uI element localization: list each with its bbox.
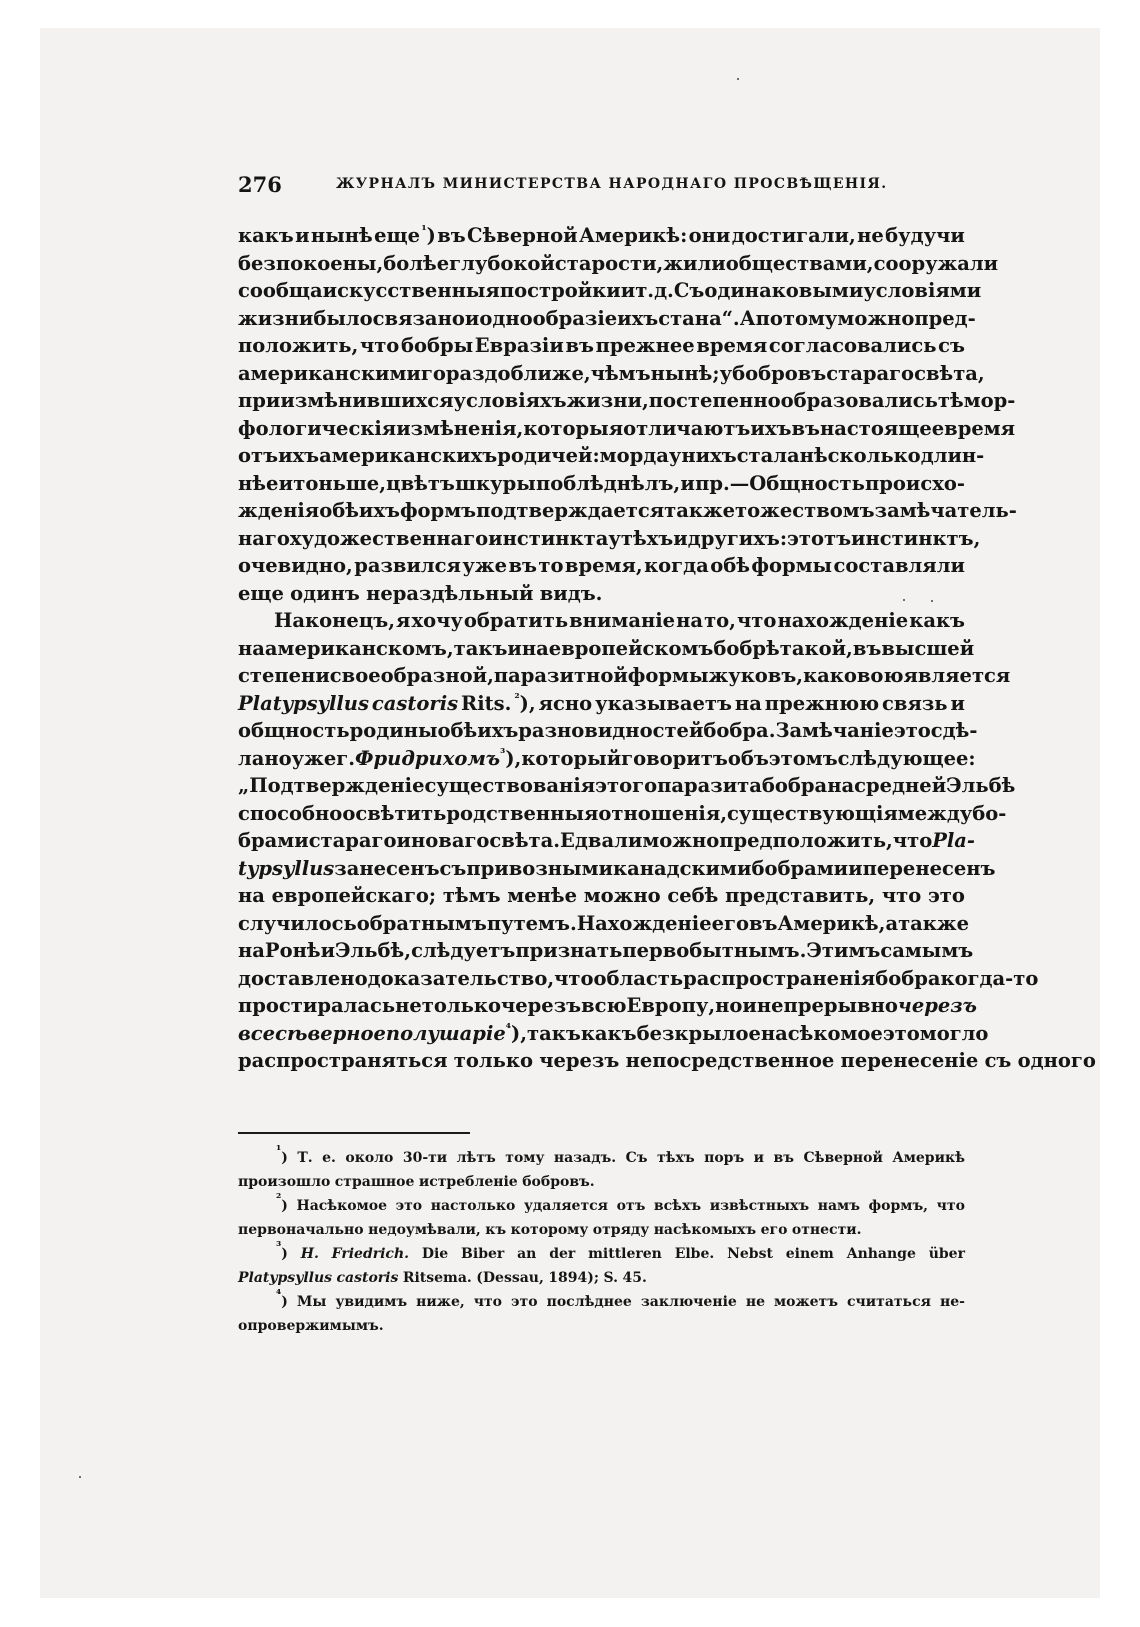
text-line: американскими гораздо ближе, чѣмъ нынѣ; у бобровъ стараго свѣта, — [238, 361, 985, 385]
text-line: сообща искусственныя постройки и т. д. Съ одинаковыми условіями — [238, 279, 982, 302]
footnote-line: Platypsyllus castoris Ritsema. (Dessau, 1894); S. 45. — [238, 1270, 647, 1286]
footnotes — [238, 1143, 965, 1338]
text-line: какъ и нынѣ еще $^{^1}$) въ Сѣверной Америкѣ: они достигали, не будучи — [238, 223, 965, 247]
text-line: жденія обѣихъ формъ подтверждается также тожествомъ замѣчатель- — [238, 499, 1017, 522]
text-line: наго художественнаго инстинкта у тѣхъ и другихъ: этотъ инстинктъ, — [238, 526, 981, 550]
footnote-line: $^{^1}$) Т. е. около 30-ти лѣтъ тому назадъ. Съ тѣхъ поръ и въ Сѣверной Америкѣ — [276, 1143, 965, 1166]
text-line: доставлено доказательство, что область распространенія бобра когда-то — [238, 966, 1039, 990]
text-line: отъ ихъ американскихъ родичей: морда у нихъ стала нѣсколько длин- — [238, 444, 985, 467]
text-line: Platypsyllus castoris Rits. $^{^2}$), ясно указываетъ на прежнюю связь и — [238, 690, 965, 715]
footnote-line: произошло страшное истребленіе бобровъ. — [238, 1174, 595, 1190]
footnote-divider — [238, 1132, 470, 1134]
text-line: лано уже г. Фридрихомъ $^{^3}$), который говоритъ объ этомъ слѣдующее: — [238, 745, 976, 770]
text-line: простиралась не только черезъ всю Европу, но и непрерывно черезъ — [238, 994, 977, 1017]
text-line: безпокоены, болѣе глубокой старости, жили обществами, сооружали — [238, 251, 999, 275]
speck — [931, 600, 933, 602]
footnote-line: $^{^3}$) H. Friedrich. Die Biber an der mittleren Elbe. Nebst einem Anhange über — [276, 1239, 965, 1262]
text-line: очевидно, развился уже въ то время, когда обѣ формы составляли — [238, 554, 965, 577]
page-header — [238, 172, 965, 204]
text-line: положить, что бобры Евразіи въ прежнее время согласовались съ — [238, 334, 965, 357]
text-line: typsyllus занесенъ съ привозными канадскими бобрами и перенесенъ — [238, 856, 996, 880]
running-title: ЖУРНАЛЪ МИНИСТЕРСТВА НАРОДНАГО ПРОСВѢЩЕНІЯ. — [336, 176, 888, 192]
text-line: фологическія измѣненія, которыя отличаютъ ихъ въ настоящее время — [238, 416, 1016, 440]
footnote-line: $^{^4}$) Мы увидимъ ниже, что это послѣднее заключеніе не можетъ считаться не- — [276, 1287, 965, 1310]
footnote-line: опровержимымъ. — [238, 1318, 384, 1334]
text-line: способно освѣтить родственныя отношенія, существующія между бо- — [238, 801, 1007, 825]
text-line: жизни было связано и однообразіе ихъ стана“. А потому можно пред- — [238, 306, 976, 330]
text-line: общность родины обѣихъ разновидностей бобра. Замѣчаніе это сдѣ- — [238, 719, 978, 742]
text-line: нѣе и тоньше, цвѣтъ шкуры поблѣднѣлъ, и пр.—Общность происхо- — [238, 471, 965, 495]
text-line: Наконецъ, я хочу обратить вниманіе на то, что нахожденіе какъ — [274, 609, 965, 632]
text-line: „Подтвержденіе существованія этого паразита бобра на средней Эльбѣ — [238, 774, 1016, 797]
text-line: случилось обратнымъ путемъ. Нахожденіе его въ Америкѣ, а также — [238, 911, 969, 935]
text-line: на Ронѣ и Эльбѣ, слѣдуетъ признать первобытнымъ. Этимъ самымъ — [238, 939, 974, 962]
speck — [737, 78, 739, 80]
text-line: распространяться только черезъ непосредственное перенесеніе съ одного — [238, 1049, 1096, 1072]
text-line: степени своеобразной, паразитной формы жуковъ, каковою является — [238, 664, 1011, 687]
main-text — [238, 222, 1096, 1075]
text-line: все сѣверное полушаріе $^{^4}$), такъ какъ безкрылое насѣкомое это могло — [238, 1020, 989, 1045]
footnote-line: первоначально недоумѣвали, къ которому отряду насѣкомыхъ его отнести. — [238, 1222, 862, 1238]
page-number: 276 — [238, 172, 282, 197]
speck — [79, 1476, 81, 1478]
text-line: на американскомъ, такъ и на европейскомъ бобрѣ такой, въ высшей — [238, 636, 975, 660]
text-line: на европейскаго; тѣмъ менѣе можно себѣ представить, что это — [238, 884, 965, 907]
speck — [903, 599, 905, 601]
text-line: еще одинъ нераздѣльный видъ. — [238, 581, 603, 605]
text-line: брами стараго и новаго свѣта. Едва ли можно предположить, что Pla- — [238, 829, 976, 852]
text-line: при измѣнившихся условіяхъ жизни, постепенно образовались тѣ мор- — [238, 389, 1016, 412]
footnote-line: $^{^2}$) Насѣкомое это настолько удаляется отъ всѣхъ извѣстныхъ намъ формъ, что — [276, 1191, 965, 1214]
